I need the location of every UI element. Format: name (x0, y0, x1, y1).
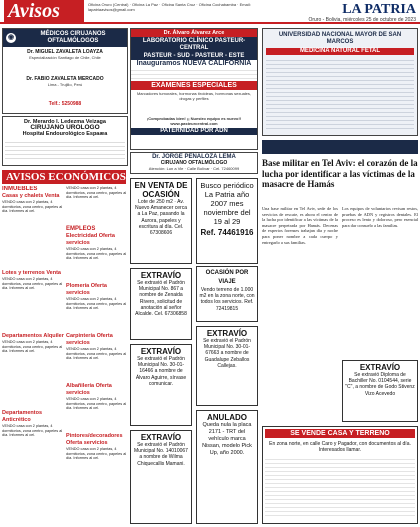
ledezma-ad (2, 116, 128, 166)
header-contact: Oficina Oruro (Central) · Oficina La Paz · Oficina Santa Cruz · Oficina Cochabamba · Email: lapatriaavisos@gmail.com (88, 2, 251, 12)
classified-extravio-1 (130, 268, 192, 340)
category-casas: Casas y chalets Venta (2, 193, 60, 199)
unmsm-program: MEDICINA NATURAL FETAL (266, 48, 414, 55)
pasteur-lab: LABORATORIO CLÍNICO PASTEUR-CENTRAL (131, 37, 257, 53)
listing-lotes: VENDO casa con 2 plantas, 4 dormitorios, zona centro, papeles al día. Informes al cel. (2, 277, 63, 291)
listing-albanileria: VENDO casa con 2 plantas, 4 dormitorios, zona centro, papeles al día. Informes al cel. (66, 397, 127, 411)
classified-se-vende (262, 426, 418, 524)
economicos-title: AVISOS ECONÓMICOS (2, 170, 126, 184)
ledezma-hospital: Hospital Endourológico Espaæa (22, 131, 108, 137)
classified-head: Busco periódico La Patria año 2007 mes noviembre del 19 al 29 (200, 181, 254, 226)
classified-extravio-2 (130, 344, 192, 426)
article-body-col2: Los equipos de voluntarios revisan restos, pruebas de ADN y registros dentales. El proceso es lento y doloroso, pero esencial para dar consuelo a las familias. (342, 206, 418, 228)
pasteur-title: Dr. Álvaro Álvarez Arce (131, 29, 257, 37)
classified-body: Ref. 74461916 (200, 228, 254, 237)
classified-head: EXTRAVÍO (140, 433, 182, 442)
listing-carpinteria: VENDO casa con 2 plantas, 4 dormitorios, zona centro, papeles al día. Informes al cel. (66, 347, 127, 361)
eye-icon: ◉ (7, 34, 15, 41)
classified-head: EXTRAVÍO (359, 363, 401, 372)
unmsm-body (266, 57, 414, 131)
category-albanileria: Albañilería Oferta servicios (66, 383, 112, 396)
category-deptos-anticretico: Departamentos Anticrético (2, 410, 43, 423)
category-inmuebles: INMUEBLES (2, 186, 38, 192)
economicos-col2 (66, 186, 128, 524)
pasteur-footer: ¡Comprobadas bien! ¡¡ Nuestro equipo es nuevo!! www.pasteurcentral.com (146, 116, 242, 126)
header-date: Oruro - Bolivia, miércoles 25 de octubre de 2023 (308, 17, 416, 23)
classified-head: EN VENTA DE OCASIÓN (134, 181, 188, 199)
penaloza-address: Atención: Lun a Vie · Calle Bolívar · Cel. 72460099 (148, 166, 240, 171)
doctor1-name: Dr. MIGUEL ZAVALETA LOAYZA (27, 49, 103, 55)
classified-body: Se extravió el Padrón Municipal No. 867 a nombre de Zenaida Rivero, solicitud de anotación al señor Alcalde. Cel. 67306858 (135, 280, 187, 318)
article-banner (262, 140, 418, 154)
classified-head: EXTRAVÍO (206, 329, 248, 338)
classified-extravio-4 (130, 430, 192, 524)
classified-busco (196, 178, 258, 264)
penaloza-ad (130, 152, 258, 174)
article-body-col1: Una base militar en Tel Aviv, sede de los servicios de rescate, es ahora el centro de la lucha por identificar a las víctimas de la masacre perpetrada por Hamás. Decenas de expertos forenses trabajan día y noche para poner nombre a cada cuerpo y entregarlo a sus familias. (262, 206, 338, 245)
economicos-col1 (2, 186, 64, 524)
classified-body: En zona norte, en calle Caro y Pagador, con documentos al día. Interesados llamar. (269, 441, 411, 454)
section-title: Avisos (4, 0, 84, 22)
classified-venta (130, 178, 192, 264)
listing-anticretico: VENDO casa con 2 plantas, 4 dormitorios, zona centro, papeles al día. Informes al cel. (2, 424, 63, 438)
pasteur-exams: Marcadores tumorales, hormonas tiroideas, hormonas sexuales, drogas y perfiles (136, 91, 252, 101)
classified-ocasion (196, 266, 258, 322)
category-plomeria: Plomería Oferta servicios (66, 283, 107, 296)
classified-head: EXTRAVÍO (140, 347, 182, 356)
category-deptos-alquiler: Departamentos Alquiler (2, 333, 64, 339)
doctor2-desc: Lima - Trujillo, Perú (47, 82, 83, 87)
classified-extravio-3 (196, 326, 258, 406)
classified-head: ANULADO (207, 413, 247, 422)
newspaper-logo: LA PATRIA (342, 2, 416, 17)
classified-head: EXTRAVÍO (140, 271, 182, 280)
listing-plomeria: VENDO casa con 2 plantas, 4 dormitorios, zona centro, papeles al día. Informes al cel. (66, 297, 127, 311)
classified-head: OCASIÓN POR VIAJE (205, 270, 249, 285)
classified-anulado (196, 410, 258, 524)
medicos-phone: Telf.: 5250988 (48, 101, 82, 107)
classified-body: Se extravió Diploma de Bachiller No. 0104544, serie "C", a nombre de Godo Stivenz Vizo Acevedo (345, 372, 415, 397)
pasteur-exams-title: EXÁMENES ESPECIALES (131, 81, 257, 90)
medicos-title: ◉ MÉDICOS CIRUJANOS OFTALMÓLOGOS (3, 29, 127, 47)
penaloza-name: Dr. JORGE PEÑALOZA LEMA (152, 154, 236, 160)
listing-deptos: VENDO casa con 2 plantas, 4 dormitorios, zona centro, papeles al día. Informes al cel. (2, 340, 63, 354)
category-carpinteria: Carpintería Oferta servicios (66, 333, 113, 346)
pasteur-tagline: PASTEUR - SUD - PASTEUR - ESTE (131, 53, 257, 60)
category-pintores: Pintores/decoradores Oferta servicios (66, 433, 123, 446)
medicos-ad (2, 28, 128, 114)
ledezma-name: Dr. Merardo I. Ledezma Veizaga (24, 119, 106, 125)
penaloza-specialty: CIRUJANO OFTALMÓLOGO (160, 160, 228, 166)
listing-misc: VENDO casa con 2 plantas, 4 dormitorios, zona centro, papeles al día. Informes al cel. (66, 186, 127, 200)
doctor2-name: Dr. FABIO ZAVALETA MERCADO (26, 76, 104, 82)
listing-casas: VENDO casa con 2 plantas, 4 dormitorios, zona centro, papeles al día. Informes al cel. (2, 200, 63, 214)
classified-body: Se extravió el Padrón Municipal No. 14010067 a nombre de Wilma Chiquecallis Mamani. (134, 442, 188, 467)
ledezma-specialty: CIRUJANO UROLOGO (30, 124, 100, 131)
category-electricidad: Electricidad Oferta servicios (66, 233, 115, 246)
classified-body: Vendo terreno de 1.000 m2 en la zona norte, con todos los servicios. Ref. 72419815 (199, 287, 255, 312)
pasteur-paternity: PATERNIDAD POR ADN (131, 128, 257, 135)
unmsm-title: UNIVERSIDAD NACIONAL MAYOR DE SAN MARCOS (278, 32, 402, 45)
classified-body: Lote de 250 m2 · Av. Nuevo Amanecer cerca a La Paz, pasando la Aurora, papeles y escritura al día. Cel. 67308606 (135, 199, 187, 237)
pasteur-branch: Inauguramos NUEVA CALIFORNIA (136, 60, 252, 67)
classified-body: Se extravió el Padrón Municipal No. 30-01-67663 a nombre de Guadalupe Zeballos Callejas. (203, 338, 251, 369)
classified-body: Queda nula la placa 2171 - TRT del vehículo marca Nissan, modelo Pick Up, año 2000. (202, 422, 252, 456)
classified-body: Se extravió el Padrón Municipal No. 30-01-16466 a nombre de Álvaro Aguirre, sírvase comunicar. (135, 356, 187, 387)
category-empleos: EMPLEOS (66, 226, 96, 232)
listing-electricidad: VENDO casa con 2 plantas, 4 dormitorios, zona centro, papeles al día. Informes al cel. (66, 247, 127, 261)
classified-extravio-diploma (342, 360, 418, 422)
article-headline: Base militar en Tel Aviv: el corazón de la lucha por identificar a las víctimas de la masacre de Hamás (262, 158, 418, 189)
doctor1-desc: Especialización Santiago de Chile, Chile (29, 55, 101, 60)
classified-head: SE VENDE CASA Y TERRENO (265, 429, 415, 438)
unmsm-ad (262, 28, 418, 136)
listing-pintores: VENDO casa con 2 plantas, 4 dormitorios, zona centro, papeles al día. Informes al cel. (66, 447, 127, 461)
category-lotes: Lotes y terrenos Venta (2, 270, 61, 276)
pasteur-ad (130, 28, 258, 150)
